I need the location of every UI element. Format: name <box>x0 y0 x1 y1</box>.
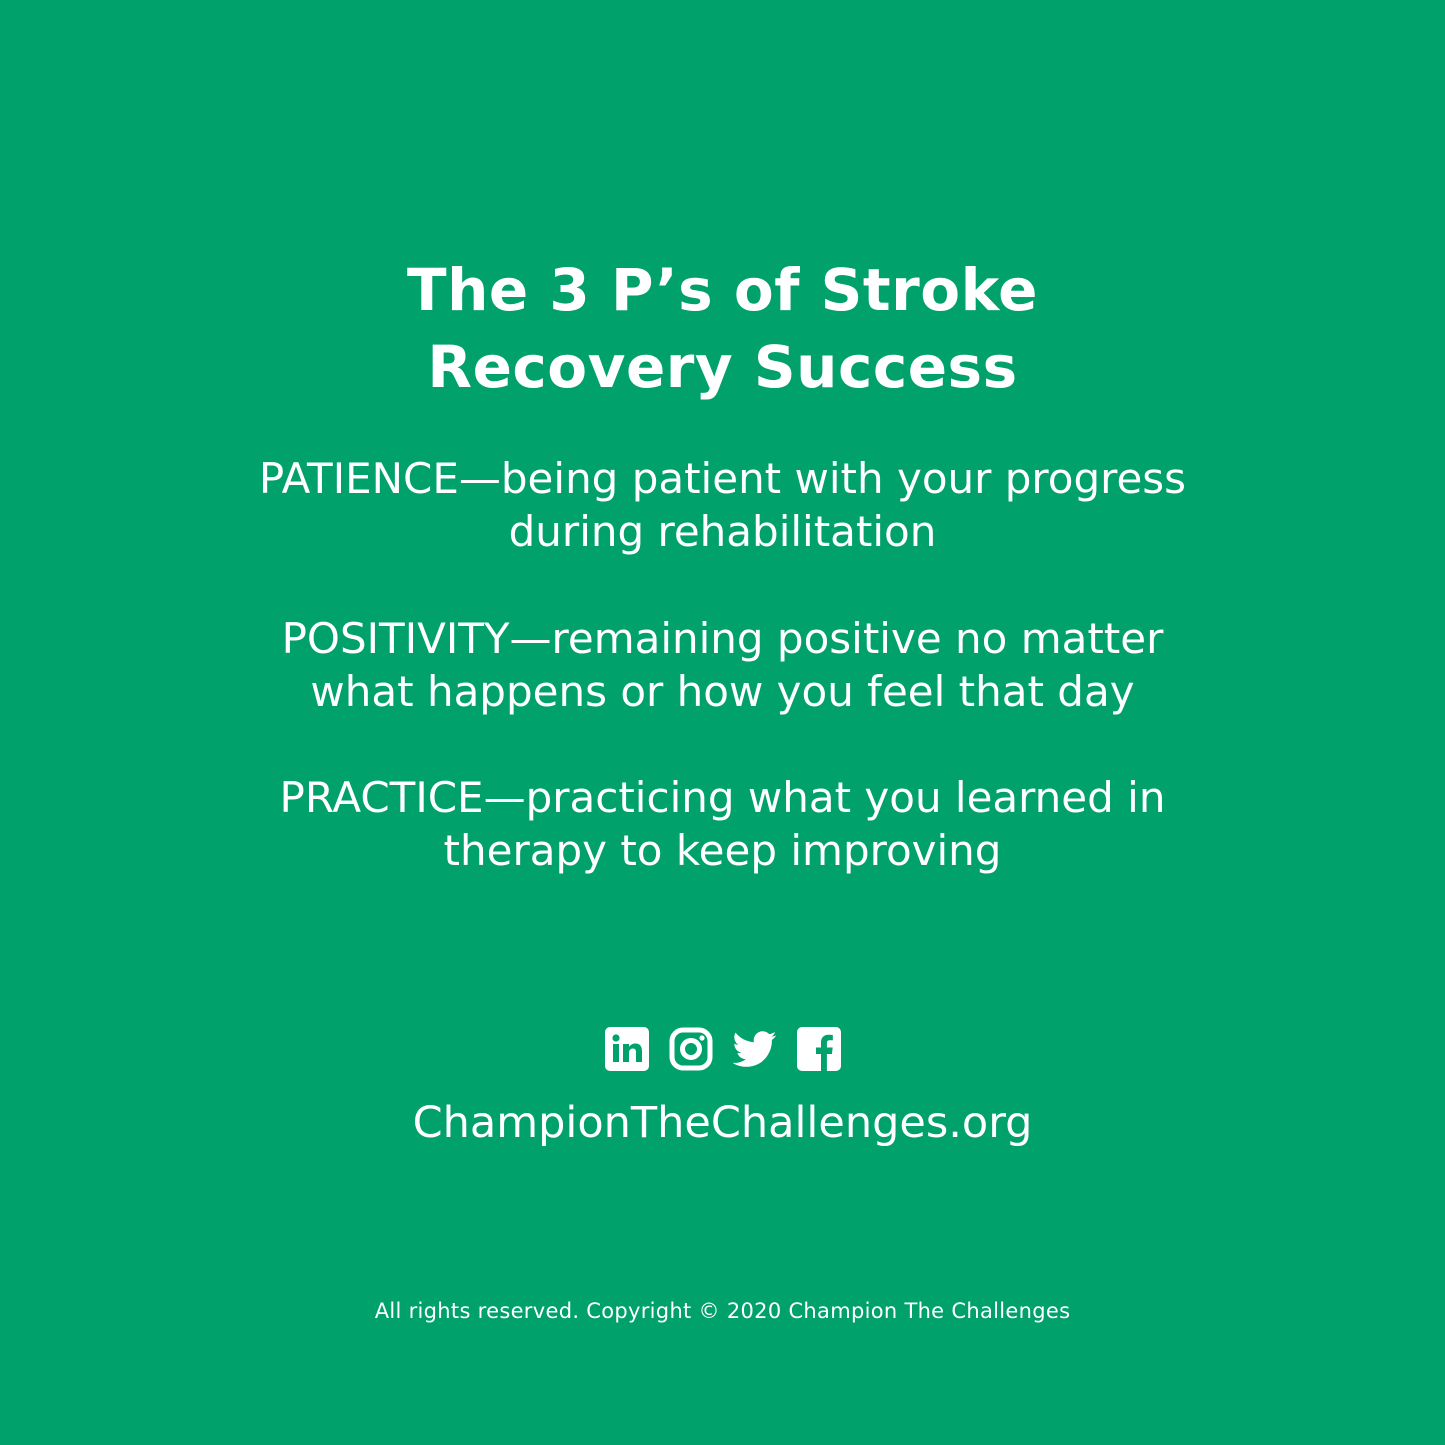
patience-item <box>0 452 1445 558</box>
patience-line-1: PATIENCE—being patient with your progress <box>258 454 1187 503</box>
positivity-line-1: POSITIVITY—remaining positive no matter <box>281 614 1164 663</box>
practice-item <box>0 771 1445 877</box>
page-title <box>0 252 1445 406</box>
copyright-text: All rights reserved. Copyright © 2020 Champion The Challenges <box>374 1299 1071 1323</box>
twitter-icon[interactable] <box>733 1027 777 1071</box>
practice-line-1: PRACTICE—practicing what you learned in <box>279 773 1166 822</box>
website-link[interactable]: ChampionTheChallenges.org <box>412 1098 1033 1148</box>
practice-line-2: therapy to keep improving <box>443 826 1002 875</box>
patience-line-2: during rehabilitation <box>508 507 937 556</box>
facebook-icon[interactable] <box>797 1027 841 1071</box>
instagram-icon[interactable] <box>669 1027 713 1071</box>
positivity-line-2: what happens or how you feel that day <box>310 667 1135 716</box>
title-line-1: The 3 P’s of Stroke <box>407 256 1038 324</box>
positivity-item <box>0 612 1445 718</box>
social-icons <box>0 1027 1445 1071</box>
title-line-2: Recovery Success <box>427 333 1018 401</box>
linkedin-icon[interactable] <box>605 1027 649 1071</box>
